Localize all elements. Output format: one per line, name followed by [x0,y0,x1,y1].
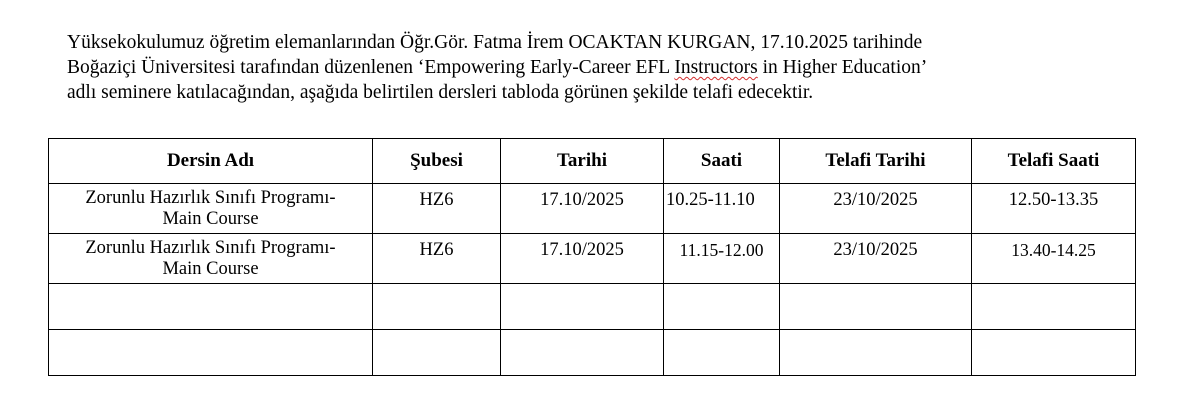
cell-course-name [49,184,373,234]
course-name-line-1: Zorunlu Hazırlık Sınıfı Programı- [85,188,336,208]
paragraph-line-3: adlı seminere katılacağından, aşağıda belirtilen dersleri tabloda görünen şekilde telafi edecektir. [67,82,814,103]
makeup-time-value: 13.40-14.25 [1011,240,1096,260]
cell-time [664,234,780,284]
cell-date [501,184,664,234]
makeup-date-value: 23/10/2025 [833,240,918,260]
empty-cell [972,330,1136,376]
header-section: Şubesi [373,139,501,184]
makeup-schedule-table [48,138,1136,376]
empty-cell [664,284,780,330]
table-row [49,184,1136,234]
date-value: 17.10/2025 [540,240,624,260]
course-name-line-2: Main Course [162,209,259,229]
empty-cell [49,284,373,330]
header-time: Saati [664,139,780,184]
empty-cell [49,330,373,376]
section-value: HZ6 [419,190,454,210]
header-makeup-date: Telafi Tarihi [780,139,972,184]
empty-cell [664,330,780,376]
section-value: HZ6 [419,240,454,260]
empty-cell [780,330,972,376]
course-name-line-1: Zorunlu Hazırlık Sınıfı Programı- [85,238,336,258]
announcement-paragraph [67,30,1157,105]
cell-makeup-time [972,234,1136,284]
paragraph-line-2-start: Boğaziçi Üniversitesi tarafından düzenlenen ‘Empowering Early-Career EFL [67,57,675,78]
empty-cell [501,330,664,376]
empty-cell [373,330,501,376]
cell-time [664,184,780,234]
cell-section [373,234,501,284]
spellcheck-flagged-word[interactable]: Instructors [674,57,758,78]
cell-makeup-date [780,184,972,234]
paragraph-line-2-end: in Higher Education’ [757,57,928,78]
header-makeup-time: Telafi Saati [972,139,1136,184]
empty-table-row [49,330,1136,376]
course-name-line-2: Main Course [162,259,259,279]
empty-cell [373,284,501,330]
makeup-time-value: 12.50-13.35 [1008,190,1099,210]
time-value: 11.15-12.00 [679,240,764,260]
table-header-row [49,139,1136,184]
paragraph-line-1: Yüksekokulumuz öğretim elemanlarından Öğr.Gör. Fatma İrem OCAKTAN KURGAN, 17.10.2025 tarihinde [67,32,923,53]
empty-table-row [49,284,1136,330]
table-row [49,234,1136,284]
header-course-name: Dersin Adı [49,139,373,184]
empty-cell [972,284,1136,330]
cell-makeup-time [972,184,1136,234]
cell-section [373,184,501,234]
time-value: 10.25-11.10 [666,190,755,210]
empty-cell [780,284,972,330]
empty-cell [501,284,664,330]
cell-course-name [49,234,373,284]
header-date: Tarihi [501,139,664,184]
date-value: 17.10/2025 [540,190,624,210]
cell-makeup-date [780,234,972,284]
paragraph-line-2 [67,55,1157,80]
cell-date [501,234,664,284]
makeup-date-value: 23/10/2025 [833,190,918,210]
